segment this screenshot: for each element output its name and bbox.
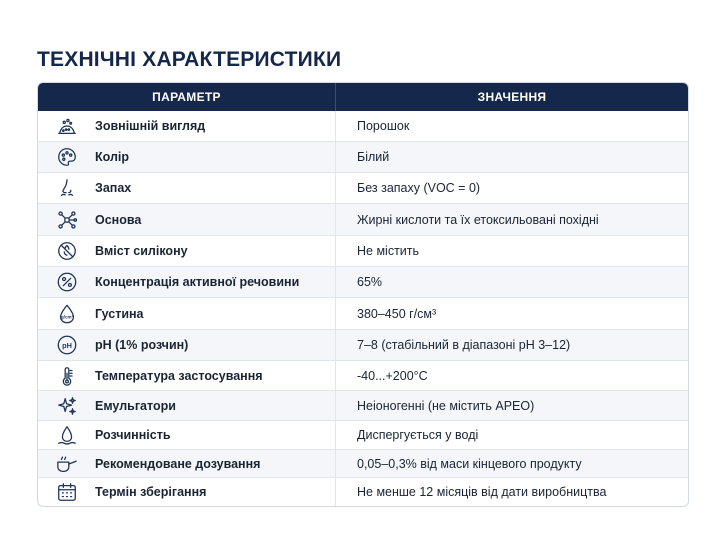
row-value: Жирні кислоти та їх етоксильовані похідні [335,204,688,235]
thermometer-icon [38,365,95,387]
table-row [38,203,688,235]
nose-icon [38,177,95,199]
page-title: ТЕХНІЧНІ ХАРАКТЕРИСТИКИ [37,48,342,71]
table-row [38,390,688,420]
table-row [38,235,688,266]
row-value: 380–450 г/см³ [335,298,688,329]
row-parameter: Концентрація активної речовини [95,275,300,289]
percent-icon [38,271,95,293]
table-row [38,111,688,141]
table-row [38,449,688,477]
row-value: Не менше 12 місяців від дати виробництва [335,478,688,506]
row-value: 0,05–0,3% від маси кінцевого продукту [335,450,688,477]
color-palette-icon [38,146,95,168]
row-parameter: Вміст силікону [95,244,188,258]
row-parameter: Запах [95,181,132,195]
sparkles-icon [38,395,95,417]
table-body [38,111,688,506]
table-row [38,266,688,297]
row-parameter: Емульгатори [95,398,176,413]
row-value: 65% [335,267,688,297]
powder-pile-icon [38,115,95,137]
measuring-scoop-icon [38,453,95,475]
table-row [38,297,688,329]
row-parameter: Рекомендоване дозування [95,456,261,471]
row-parameter: Розчинність [95,428,171,442]
calendar-icon [38,481,95,503]
table-row [38,477,688,506]
molecule-icon [38,209,95,231]
header-parameter: ПАРАМЕТР [38,83,336,111]
specs-table [37,82,689,507]
row-value: Білий [335,142,688,172]
table-row [38,360,688,390]
row-value: 7–8 (стабільний в діапазоні pH 3–12) [335,330,688,360]
density-icon-label: g/cm³ [60,314,73,320]
row-parameter: pH (1% розчин) [95,338,189,352]
ph-icon-label: pH [61,340,72,350]
ph-badge-icon [38,334,95,356]
row-value: Неіоногенні (не містить APEO) [335,391,688,420]
table-row [38,172,688,203]
density-drop-icon [38,303,95,325]
row-value: Порошок [335,111,688,141]
row-value: Диспергується у воді [335,421,688,449]
water-drop-icon [38,424,95,446]
table-header [38,83,688,111]
table-row [38,420,688,449]
row-value: Не містить [335,236,688,266]
row-value: Без запаху (VOC = 0) [335,173,688,203]
row-parameter: Колір [95,150,130,164]
no-silicone-icon [38,240,95,262]
table-row [38,141,688,172]
header-value: ЗНАЧЕННЯ [477,90,547,104]
row-parameter: Термін зберігання [95,485,207,499]
table-row [38,329,688,360]
row-parameter: Зовнішній вигляд [95,119,206,133]
row-value: -40...+200°C [335,361,688,390]
row-parameter: Температура застосування [95,368,263,383]
row-parameter: Густина [95,306,144,321]
row-parameter: Основа [95,212,142,227]
